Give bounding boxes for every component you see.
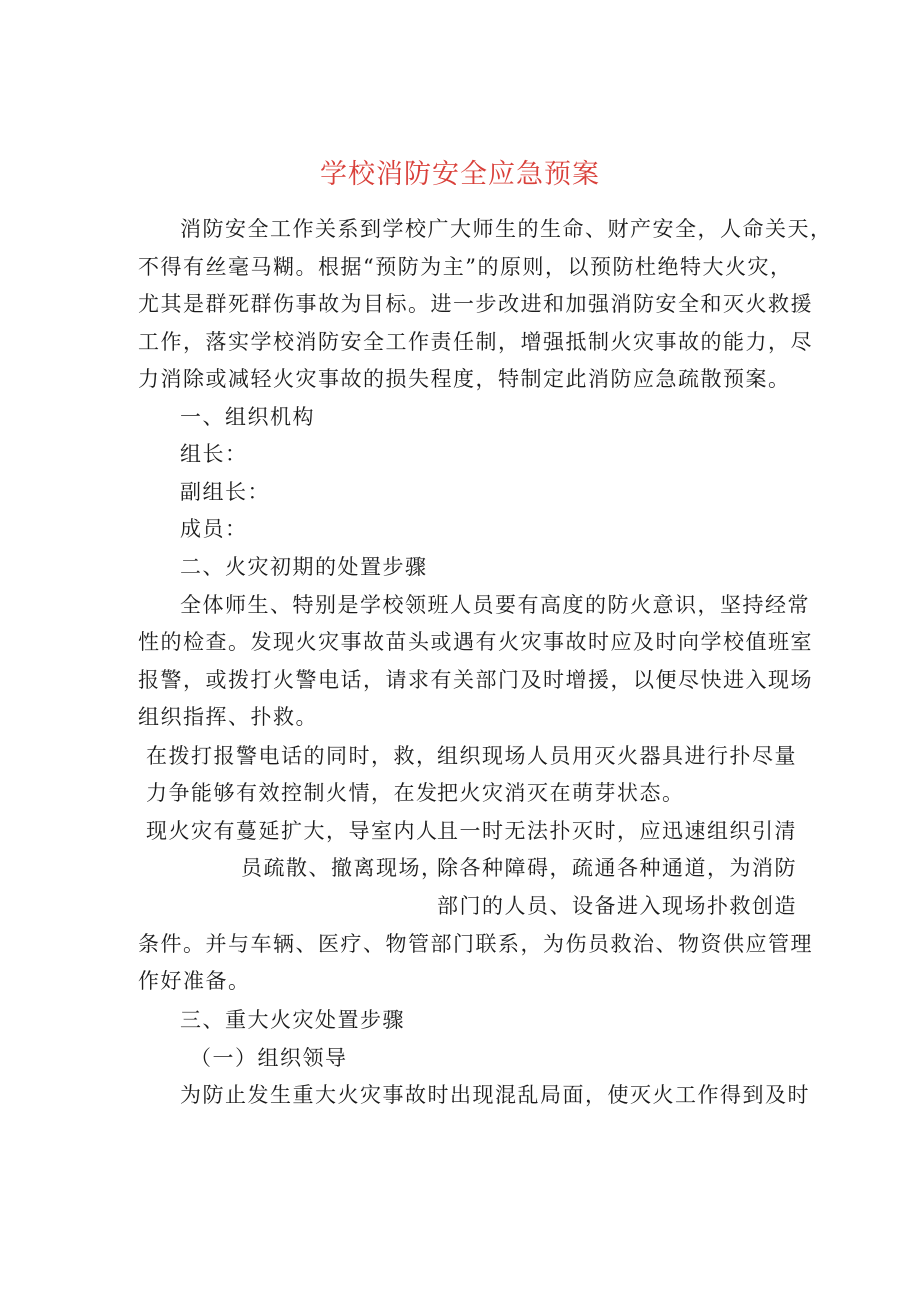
org-leader-label: 组长： bbox=[180, 442, 248, 466]
column-left-line: 在拨打报警电话的同时，救， bbox=[146, 744, 439, 768]
intro-line: 尤其是群死群伤事故为目标。进一步改进和加强消防安全和灭火救援 bbox=[138, 292, 813, 316]
column-left-line: 力争能够有效控制火情，在发 bbox=[146, 781, 439, 805]
paragraph-line: 报警，或拨打火警电话，请求有关部门及时增援，以便尽快进入现场 bbox=[138, 668, 813, 692]
section-heading: 三、重大火灾处置步骤 bbox=[180, 1008, 405, 1032]
paragraph-line: 条件。并与车辆、医疗、物管部门联系，为伤员救治、物资供应管理 bbox=[138, 932, 813, 956]
column-left-line: 现火灾有蔓延扩大，导室内人 bbox=[146, 819, 439, 843]
org-members-label: 成员： bbox=[180, 517, 248, 541]
column-right-line: 把火灾消灭在萌芽状态。 bbox=[437, 781, 685, 805]
paragraph-line: 组织指挥、扑救。 bbox=[138, 705, 318, 729]
section-heading: 一、组织机构 bbox=[180, 405, 315, 429]
intro-line: 消防安全工作关系到学校广大师生的生命、财产安全，人命关天， bbox=[180, 217, 833, 241]
intro-line: 力消除或减轻火灾事故的损失程度，特制定此消防应急疏散预案。 bbox=[138, 367, 791, 391]
paragraph-line: 作好准备。 bbox=[138, 969, 251, 993]
paragraph-line: 全体师生、特别是学校领班人员要有高度的防火意识，坚持经常 bbox=[180, 593, 810, 617]
column-right-line: 除各种障碍，疏通各种通道，为消防 bbox=[437, 856, 797, 880]
subsection-heading: （一）组织领导 bbox=[190, 1046, 348, 1070]
section-heading: 二、火灾初期的处置步骤 bbox=[180, 555, 428, 579]
document-title: 学校消防安全应急预案 bbox=[320, 159, 600, 190]
column-right-line: 部门的人员、设备进入现场扑救创造 bbox=[437, 894, 797, 918]
org-deputy-label: 副组长： bbox=[180, 480, 270, 504]
column-left-line: 员疏散、撤离现场， bbox=[241, 856, 444, 880]
paragraph-line: 性的检查。发现火灾事故苗头或遇有火灾事故时应及时向学校值班室 bbox=[138, 630, 813, 654]
paragraph-line: 为防止发生重大火灾事故时出现混乱局面，使灭火工作得到及时 bbox=[180, 1083, 810, 1107]
intro-line: 工作，落实学校消防安全工作责任制，增强抵制火灾事故的能力，尽 bbox=[138, 330, 813, 354]
column-right-line: 组织现场人员用灭火器具进行扑尽量 bbox=[437, 744, 797, 768]
column-right-line: 且一时无法扑灭时，应迅速组织引清 bbox=[437, 819, 797, 843]
intro-line: 不得有丝毫马糊。根据“预防为主”的原则，以预防杜绝特大火灾， bbox=[138, 255, 793, 279]
